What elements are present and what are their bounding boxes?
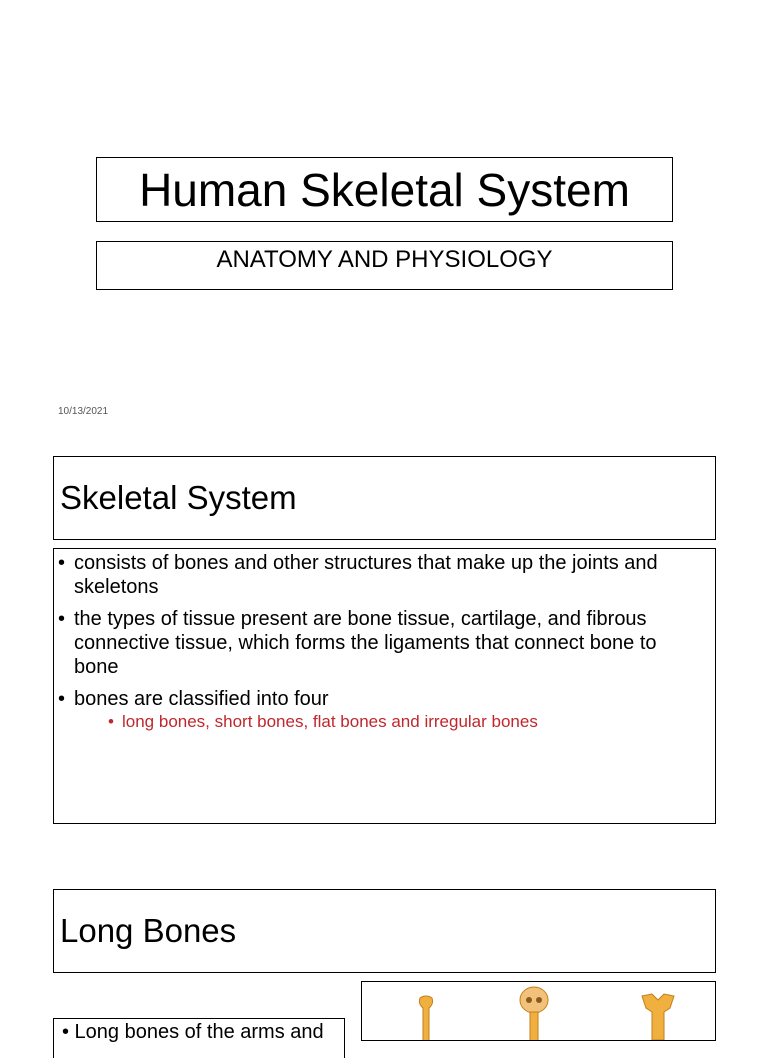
slide2-bullet: • bones are classified into four • long bones, short bones, flat bones and irregular bones: [54, 687, 704, 733]
vertebra-icon: [638, 990, 678, 1040]
slide1-title: Human Skeletal System: [139, 164, 630, 216]
slide2-bullet: • consists of bones and other structures that make up the joints and skeletons: [54, 551, 704, 599]
slide-date: 10/13/2021: [58, 406, 109, 417]
slide2-title-box: [53, 456, 716, 540]
slide2-title: Skeletal System: [60, 479, 297, 516]
slide3-body-text: • Long bones of the arms and: [62, 1021, 324, 1043]
slide2-body: [53, 548, 716, 824]
slide3-title-box: [53, 889, 716, 973]
slide1-title-box: [96, 157, 673, 222]
bone-types-figure: [361, 981, 716, 1041]
slide2-bullet: • the types of tissue present are bone tissue, cartilage, and fibrous connective tissue, which forms the ligaments that connect bone to bone: [54, 607, 704, 679]
slide3-body: [53, 1018, 345, 1058]
long-bone-icon: [414, 994, 438, 1041]
slide1-subtitle-box: [96, 241, 673, 290]
slide1-subtitle: ANATOMY AND PHYSIOLOGY: [216, 246, 553, 273]
slide3-title: Long Bones: [60, 912, 237, 949]
slide2-bullet-list: [54, 551, 704, 741]
slide2-sub-bullet: • long bones, short bones, flat bones and irregular bones: [74, 711, 704, 733]
skull-spine-icon: [514, 986, 554, 1041]
slide2-sub-bullet-list: [74, 711, 704, 733]
